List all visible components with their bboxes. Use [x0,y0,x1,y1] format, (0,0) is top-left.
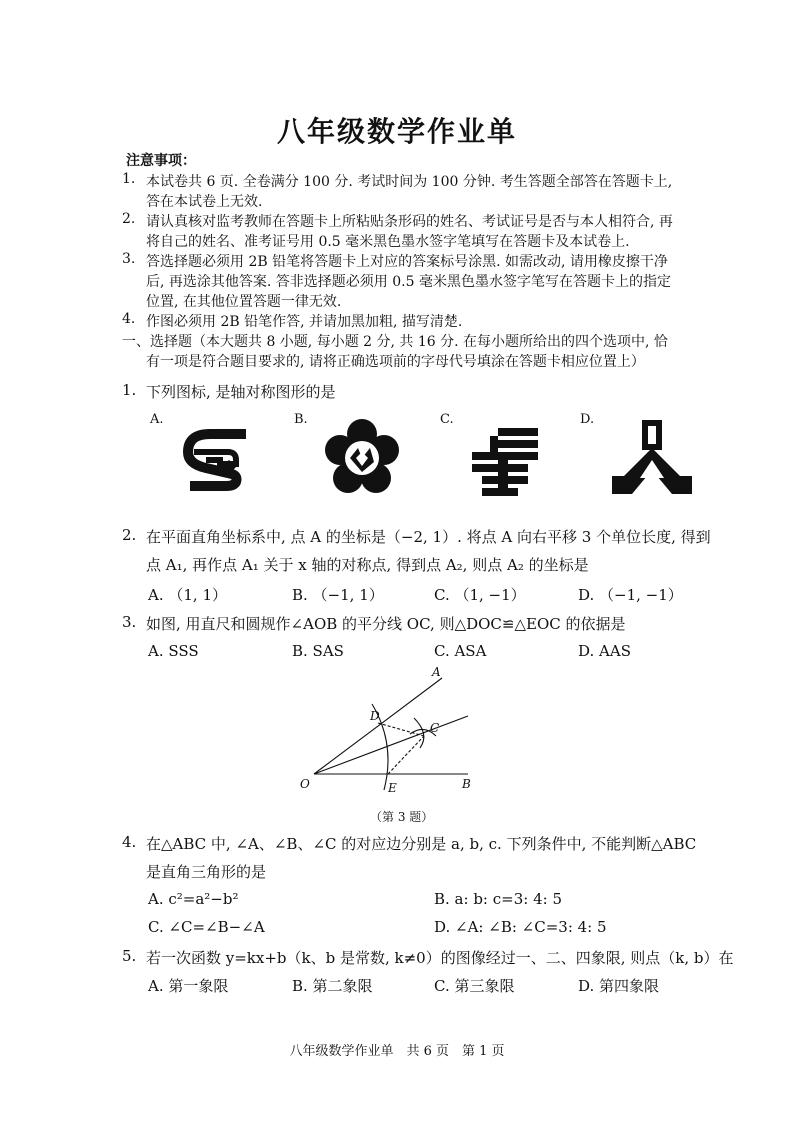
page-title: 八年级数学作业单 [276,115,517,148]
q4-option-a: A. c²=a²−b² [148,890,239,908]
q5-option-a: A. 第一象限 [148,977,229,995]
q1-label-d: D. [580,412,595,427]
notice-2-num: 2. [122,211,136,227]
q2-option-c: C. （1, −1） [434,586,526,604]
notice-1-line-1: 本试卷共 6 页. 全卷满分 100 分. 考试时间为 100 分钟. 考生答题全部答在答题卡上, [146,174,673,190]
q3-point-a: A [432,665,441,679]
q2-option-a: A. （1, 1） [148,586,227,604]
q4-number: 4. [122,833,137,851]
q2-line-2: 点 A₁, 再作点 A₁ 关于 x 轴的对称点, 得到点 A₂, 则点 A₂ 的坐标是 [146,556,589,574]
q5-option-b: B. 第二象限 [292,977,373,995]
q4-option-c: C. ∠C=∠B−∠A [148,918,265,936]
notice-1-num: 1. [122,171,136,187]
logo-b-flower-icon [322,418,402,498]
q5-option-c: C. 第三象限 [434,977,515,995]
q5-option-d: D. 第四象限 [578,977,660,995]
logo-d-trefoil-icon [612,418,692,498]
q3-point-o: O [300,777,310,791]
q4-option-d: D. ∠A: ∠B: ∠C=3: 4: 5 [434,918,607,936]
notice-heading: 注意事项： [126,153,196,169]
section-1-line-1: 一、选择题（本大题共 8 小题, 每小题 2 分, 共 16 分. 在每小题所给出的四个选项中, 恰 [122,334,668,350]
logo-c-steps-icon [468,426,542,498]
q5-number: 5. [122,947,137,965]
section-1-line-2: 有一项是符合题目要求的, 请将正确选项前的字母代号填涂在答题卡相应位置上） [146,354,645,370]
page-footer: 八年级数学作业单 共 6 页 第 1 页 [289,1044,505,1059]
q3-number: 3. [122,613,137,631]
q3-point-c: C [430,721,440,735]
q3-option-a: A. SSS [148,642,199,660]
q3-caption: （第 3 题） [370,810,434,824]
q1-label-a: A. [150,412,164,427]
q3-point-b: B [462,777,471,791]
q1-number: 1. [122,381,137,399]
notice-1-line-2: 答在本试卷上无效. [146,194,263,210]
notice-3-line-3: 位置, 在其他位置答题一律无效. [146,294,342,310]
q3-text: 如图, 用直尺和圆规作∠AOB 的平分线 OC, 则△DOC≌△EOC 的依据是 [146,615,626,633]
q1-label-c: C. [440,412,454,427]
q1-label-b: B. [294,412,308,427]
q3-angle-bisector-figure [296,664,486,800]
q2-number: 2. [122,526,137,544]
notice-3-num: 3. [122,251,136,267]
q3-point-d: D [370,709,380,723]
notice-2-line-1: 请认真核对监考教师在答题卡上所粘贴条形码的姓名、考试证号是否与本人相符合, 再 [146,214,673,230]
q3-option-b: B. SAS [292,642,344,660]
q3-point-e: E [388,781,397,795]
logo-a-s-icon [180,424,260,496]
notice-4-num: 4. [122,311,136,327]
q3-option-d: D. AAS [578,642,631,660]
q4-option-b: B. a: b: c=3: 4: 5 [434,890,562,908]
q2-line-1: 在平面直角坐标系中, 点 A 的坐标是（−2, 1）. 将点 A 向右平移 3 个单位长度, 得到 [146,528,711,546]
q2-option-b: B. （−1, 1） [292,586,384,604]
q2-option-d: D. （−1, −1） [578,586,683,604]
q3-option-c: C. ASA [434,642,487,660]
q5-text: 若一次函数 y=kx+b（k、b 是常数, k≠0）的图像经过一、二、四象限, 则点（k, b）在 [146,949,734,967]
notice-3-line-1: 答选择题必须用 2B 铅笔将答题卡上对应的答案标号涂黑. 如需改动, 请用橡皮擦干净 [146,254,668,270]
q1-text: 下列图标, 是轴对称图形的是 [146,383,336,401]
q4-line-2: 是直角三角形的是 [146,863,267,881]
notice-2-line-2: 将自己的姓名、准考证号用 0.5 毫米黑色墨水签字笔填写在答题卡及本试卷上. [146,234,630,250]
notice-4-line-1: 作图必须用 2B 铅笔作答, 并请加黑加粗, 描写清楚. [146,314,463,330]
q4-line-1: 在△ABC 中, ∠A、∠B、∠C 的对应边分别是 a, b, c. 下列条件中, 不能判断△ABC [146,835,697,853]
notice-3-line-2: 后, 再选涂其他答案. 答非选择题必须用 0.5 毫米黑色墨水签字笔写在答题卡上的指定 [146,274,671,290]
